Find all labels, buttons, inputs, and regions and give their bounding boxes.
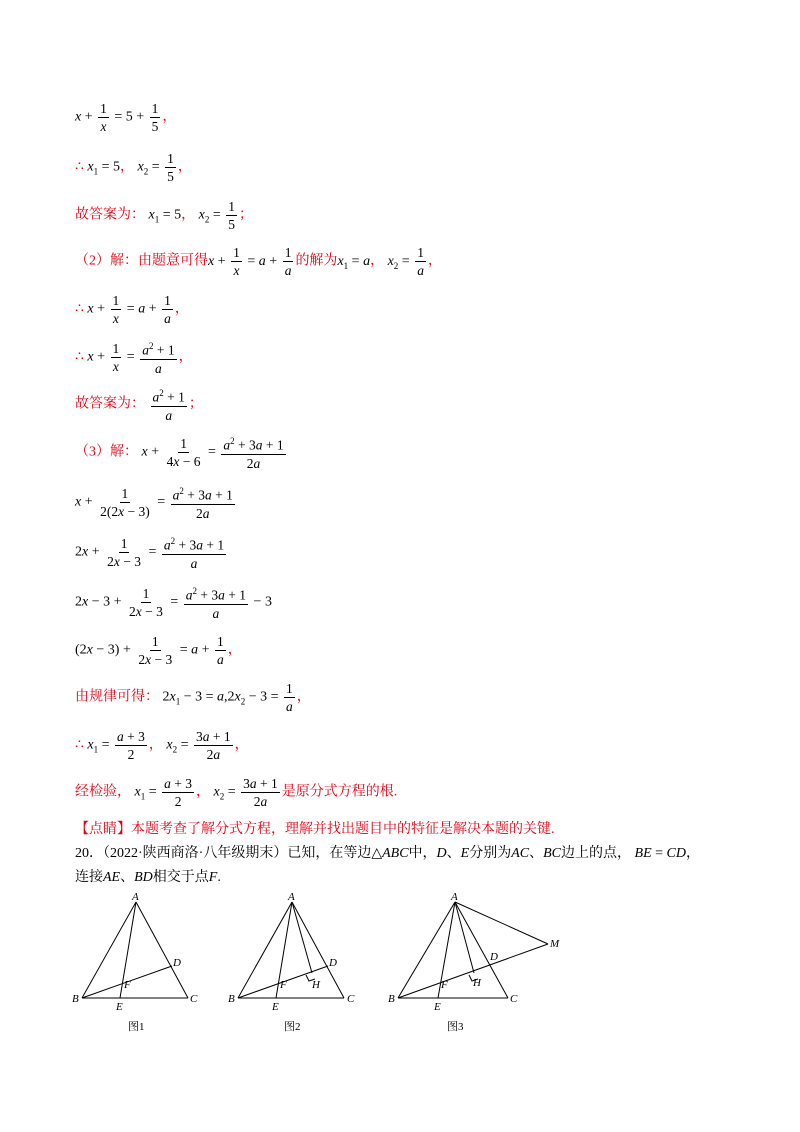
part-3-line: （3）解： x + $\frac{1}{4x - 6}$ = $\frac{a^2 + 3a + 1}{2a}$ — [75, 433, 288, 472]
figure-1-caption: 图1 — [128, 1021, 145, 1033]
equation-line-2: ∴ $x_1 = 5$， $x_2$ = $\frac{1}{5}$ ， — [75, 151, 192, 184]
svg-text:H: H — [312, 979, 320, 991]
equation-line-10: 2x + $\frac{1}{2x - 3}$ = $\frac{a^2 + 3a + 1}{a}$ — [75, 533, 228, 572]
svg-text:D: D — [173, 957, 181, 969]
part-2-line: （2）解：由题意可得x + $\frac{1}{x}$ = a + $\frac{1}{a}$ 的解为$x_1 = a$， $x_2$ = $\frac{1}{a}$ ， — [75, 245, 442, 278]
figure-2-caption: 图2 — [284, 1021, 301, 1033]
svg-text:D: D — [329, 957, 337, 969]
figure-3-caption: 图3 — [447, 1021, 464, 1033]
svg-text:E: E — [116, 1001, 123, 1013]
figure-2 — [238, 902, 344, 998]
equation-line-12: (2x − 3) + $\frac{1}{2x - 3}$ = a + $\frac{1}{a}$ ， — [75, 634, 242, 667]
svg-text:C: C — [347, 993, 355, 1005]
svg-text:C: C — [510, 993, 518, 1005]
svg-text:F: F — [124, 979, 131, 991]
svg-text:A: A — [288, 891, 295, 903]
equation-line-6: ∴ x + $\frac{1}{x}$ = $\frac{a^2 + 1}{a}$ ， — [75, 338, 193, 377]
svg-text:B: B — [72, 993, 79, 1005]
svg-text:B: B — [388, 993, 395, 1005]
solution-line: ∴ $x_1$ = $\frac{a + 3}{2}$ ， $x_2$ = $\frac{3a + 1}{2a}$ ， — [75, 729, 249, 762]
svg-text:E: E — [434, 1001, 441, 1013]
geometry-figures — [60, 890, 580, 1050]
svg-text:F: F — [441, 979, 448, 991]
svg-text:D: D — [490, 951, 498, 963]
equation-line-5: ∴ x + $\frac{1}{x}$ = a + $\frac{1}{a}$ ， — [75, 293, 189, 326]
question-20-line-2: 连接AE、BD相交于点F. — [75, 870, 221, 885]
verification-line: 经检验， $x_1$ = $\frac{a + 3}{2}$ ， $x_2$ = $\frac{3a + 1}{2a}$ 是原分式方程的根. — [75, 776, 398, 809]
svg-text:B: B — [228, 993, 235, 1005]
svg-text:E: E — [272, 1001, 279, 1013]
equation-line-1: x + $\frac{1}{x}$ = 5 + $\frac{1}{5}$ ， — [75, 101, 177, 134]
summary-note: 【点睛】本题考查了解分式方程，理解并找出题目中的特征是解决本题的关键. — [75, 822, 555, 837]
svg-text:M: M — [550, 938, 560, 950]
equation-line-9: x + $\frac{1}{2(2x - 3)}$ = $\frac{a^2 + 3a + 1}{2a}$ — [75, 483, 237, 522]
equation-line-11: 2x − 3 + $\frac{1}{2x - 3}$ = $\frac{a^2 + 3a + 1}{a}$ − 3 — [75, 583, 272, 622]
svg-text:A: A — [132, 891, 139, 903]
svg-text:F: F — [280, 979, 287, 991]
svg-text:H: H — [473, 977, 481, 989]
answer-line-2: 故答案为： $\frac{a^2 + 1}{a}$ ； — [75, 385, 203, 424]
rule-line: 由规律可得： $2x_1 - 3 = a,2x_2 - 3$ = $\frac{1}{a}$ ， — [75, 681, 311, 714]
svg-text:A: A — [451, 891, 458, 903]
answer-line-1: 故答案为： $x_1 = 5$， $x_2$ = $\frac{1}{5}$ ； — [75, 199, 253, 232]
question-20-line-1: 20．（2022·陕西商洛·八年级期末）已知，在等边△ABC中，D、E分别为AC、BC边上的点， BE = CD， — [75, 846, 700, 861]
figure-1 — [82, 902, 188, 998]
svg-text:C: C — [190, 993, 198, 1005]
